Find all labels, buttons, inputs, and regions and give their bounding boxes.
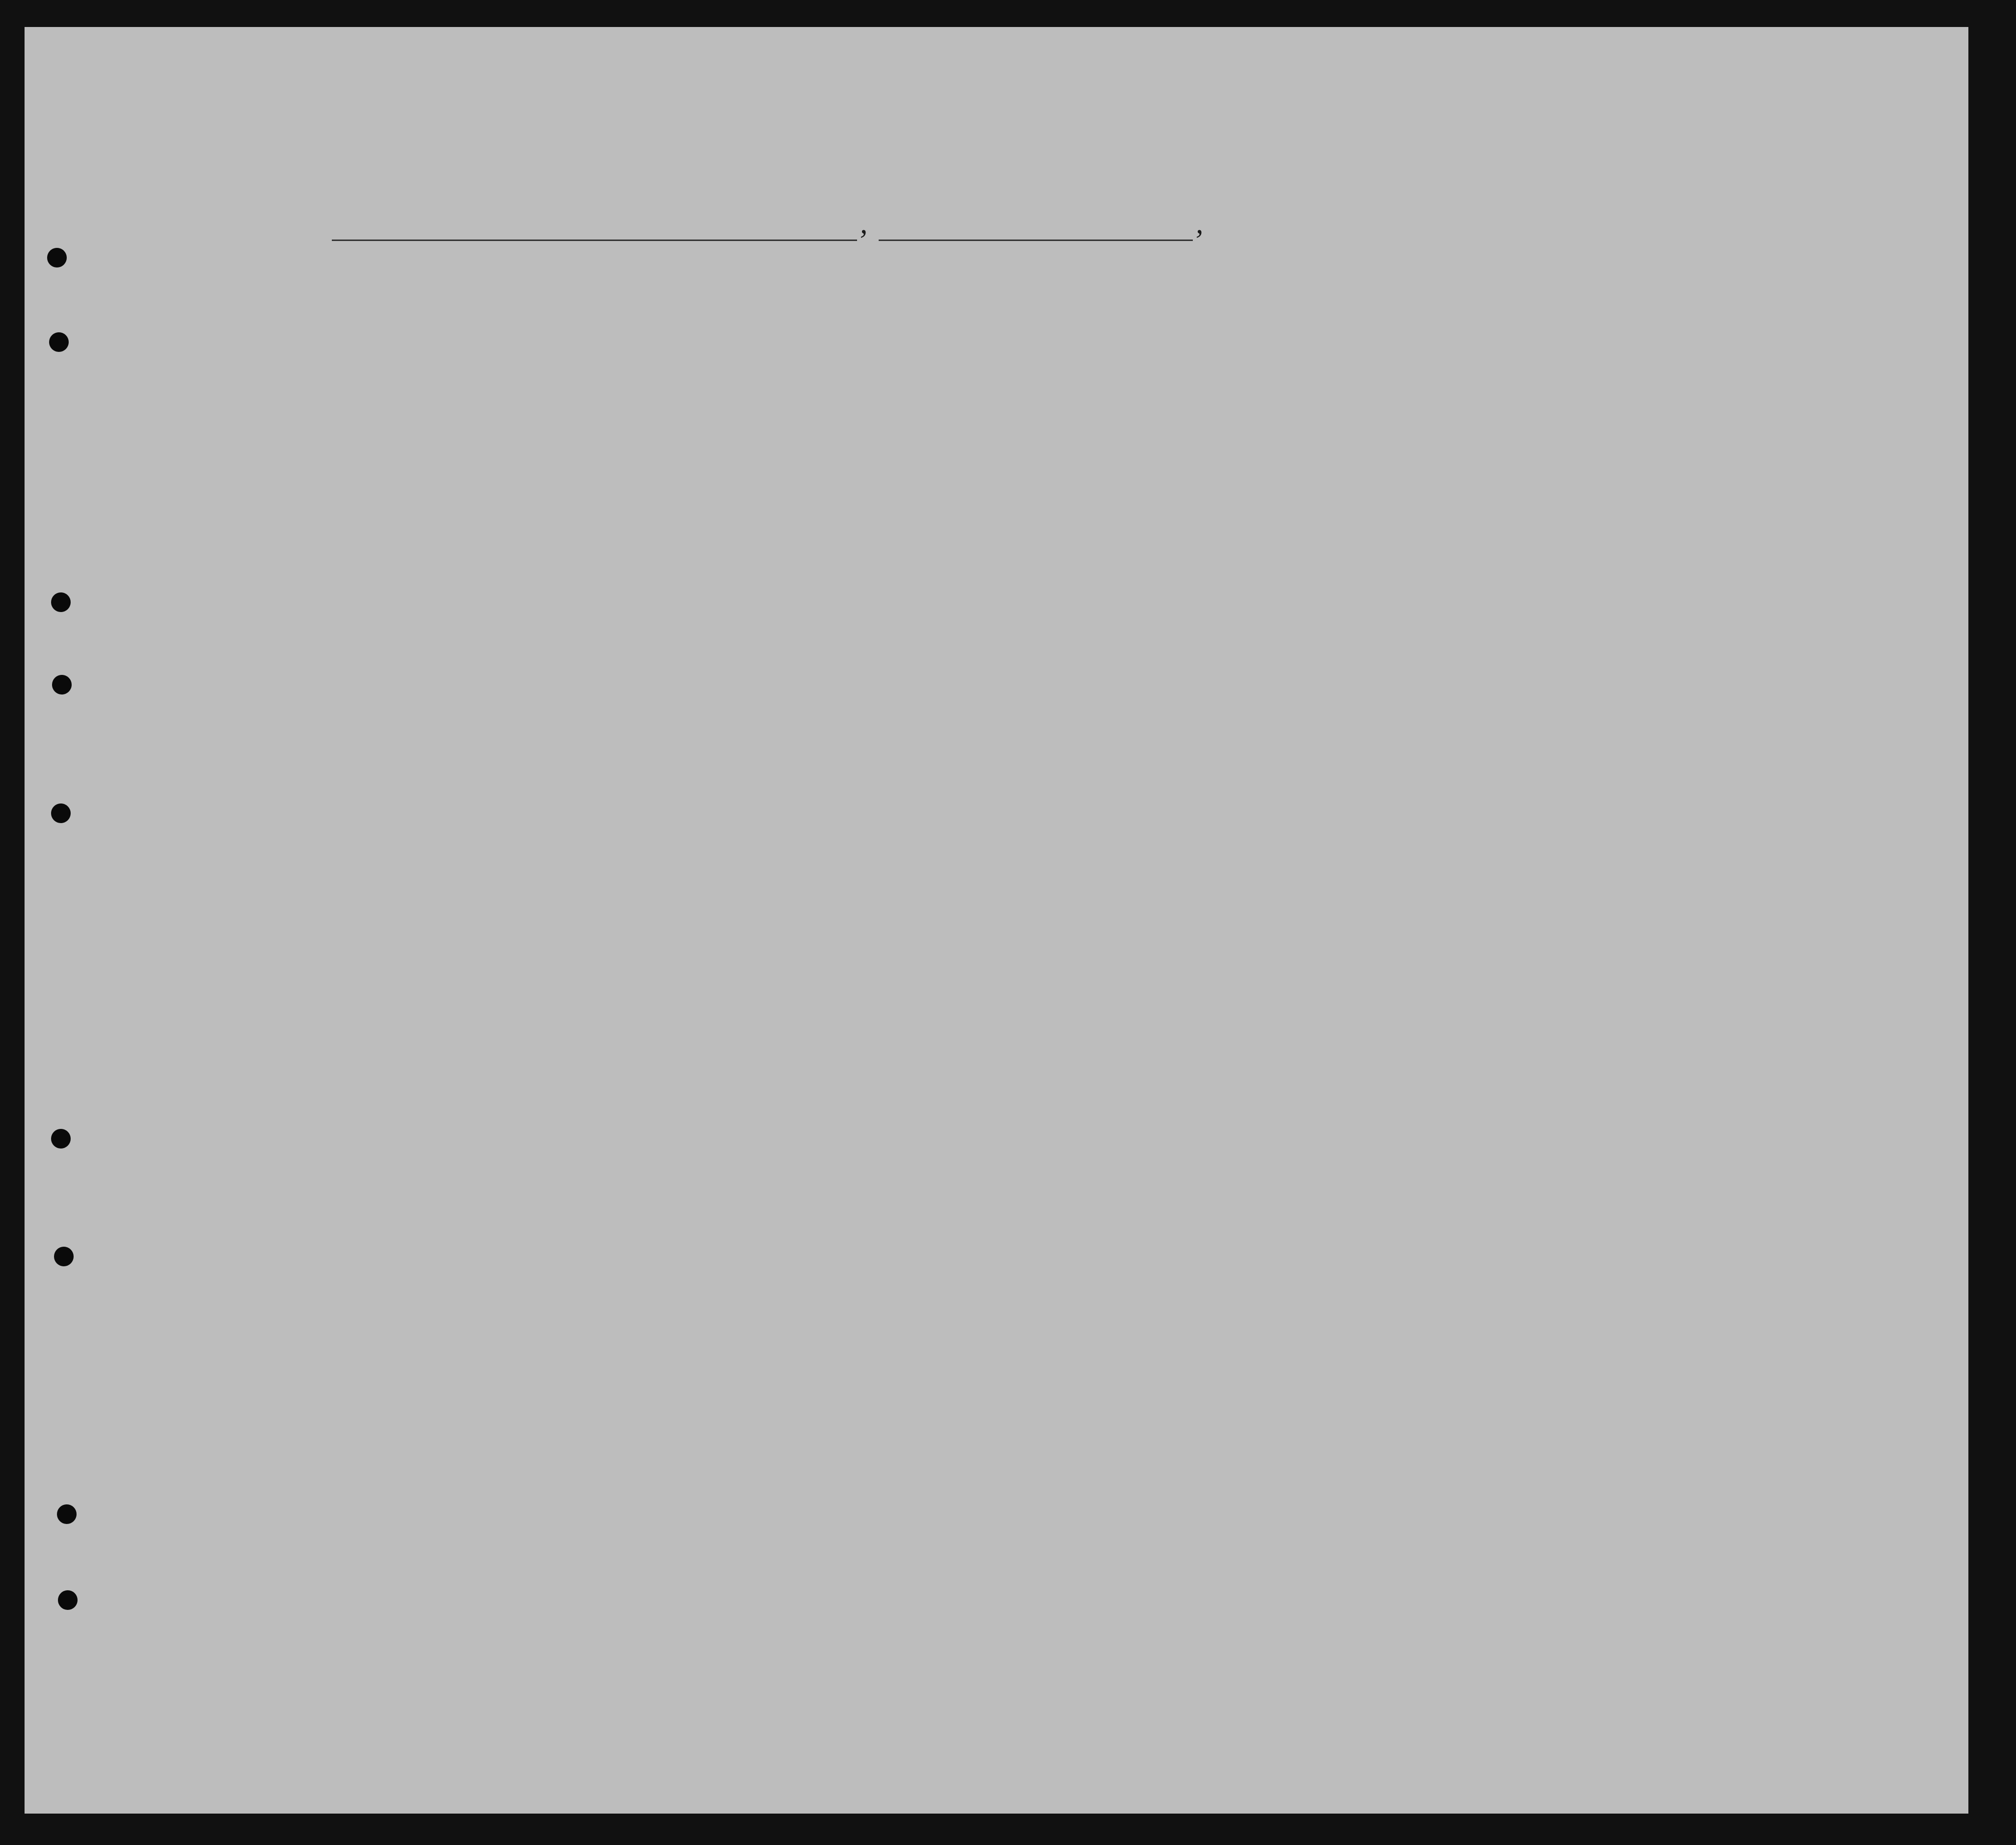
comma: , [1196,207,1204,240]
comma: , [860,207,868,240]
